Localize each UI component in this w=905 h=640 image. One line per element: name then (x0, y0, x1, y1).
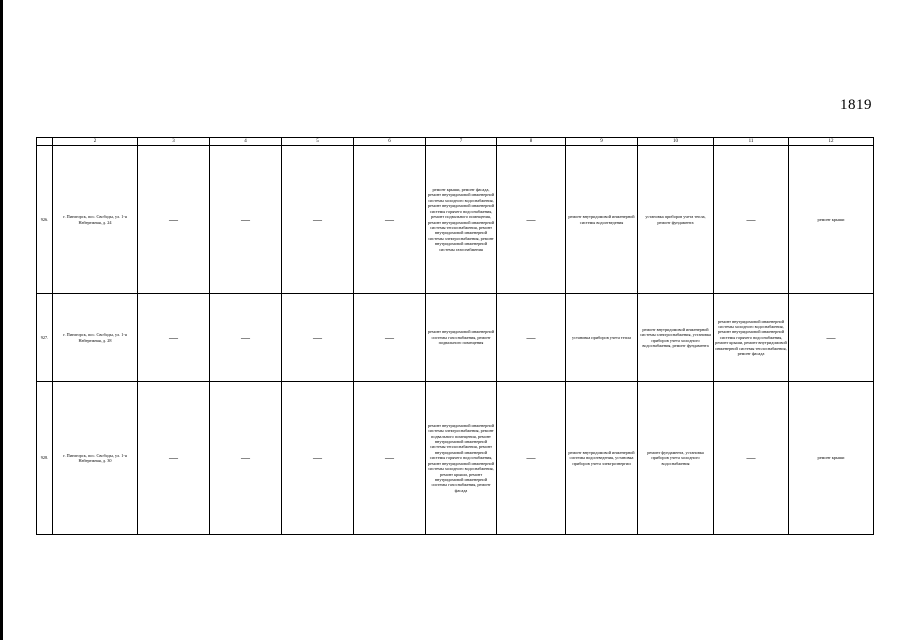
header-cell: 12 (789, 138, 874, 146)
header-cell: 11 (714, 138, 789, 146)
works-cell: ремонт крыши (789, 146, 874, 294)
address-cell: г. Пятигорск, пос. Свободы, ул. 1-я Набережная, д. 24 (53, 146, 138, 294)
dash-cell: — (138, 146, 210, 294)
dash-cell: — (282, 146, 354, 294)
page-number: 1819 (840, 97, 872, 113)
works-cell: ремонт внутридомовой инженерной системы водоотведения, установка приборов учета электроэнергии (566, 382, 638, 535)
works-cell: ремонт внутридомовой инженерной системы электроснабжения, установка приборов учета холодного водоснабжения, ремонт фундамента (638, 294, 714, 382)
dash-cell: — (210, 294, 282, 382)
dash-cell: — (210, 382, 282, 535)
dash-cell: — (714, 146, 789, 294)
header-cell: 7 (426, 138, 497, 146)
dash-cell: — (789, 294, 874, 382)
dash-cell: — (497, 146, 566, 294)
column-number-row (37, 138, 874, 146)
dash-cell: — (138, 382, 210, 535)
works-cell: ремонт внутридомовой инженерной системы холодного водоснабжения, ремонт внутридомовой инженерной системы горячего водоснабжения, ремонт крыши, ремонт внутридомовой инженерной системы теплоснабжения, ремонт фасада (714, 294, 789, 382)
dash-cell: — (714, 382, 789, 535)
works-cell: ремонт внутридомовой инженерной системы газоснабжения, ремонт подвального помещения (426, 294, 497, 382)
works-cell: ремонт внутридомовой инженерной системы водоотведения (566, 146, 638, 294)
row-number: 926. (37, 146, 53, 294)
repair-schedule-table (36, 137, 874, 535)
works-cell: установка приборов учета тепла (566, 294, 638, 382)
header-cell: 3 (138, 138, 210, 146)
header-cell: 5 (282, 138, 354, 146)
row-number: 928. (37, 382, 53, 535)
header-cell: 9 (566, 138, 638, 146)
dash-cell: — (354, 294, 426, 382)
header-cell: 6 (354, 138, 426, 146)
works-cell: ремонт внутридомовой инженерной системы электроснабжения, ремонт подвального помещения, ремонт внутридомовой инженерной системы теплоснабжения, ремонт внутридомовой инженерной системы горячего водоснабжения, ремонт внутридомовой инженерной системы холодного водоснабжения, ремонт крыши, ремонт внутридомовой инженерной системы газоснабжения, ремонт фасада (426, 382, 497, 535)
works-cell: ремонт фундамента, установка приборов учета холодного водоснабжения (638, 382, 714, 535)
address-cell: г. Пятигорск, пос. Свободы, ул. 1-я Набережная, д. 30 (53, 382, 138, 535)
dash-cell: — (210, 146, 282, 294)
header-cell: 2 (53, 138, 138, 146)
dash-cell: — (497, 294, 566, 382)
dash-cell: — (354, 382, 426, 535)
works-cell: установка приборов учета тепла, ремонт фундамента (638, 146, 714, 294)
row-number: 927. (37, 294, 53, 382)
works-cell: ремонт крыши, ремонт фасада, ремонт внутридомовой инженерной системы холодного водоснабжения, ремонт внутридомовой инженерной системы горячего водоснабжения, ремонт подвального помещения, ремонт внутридомовой инженерной системы теплоснабжения, ремонт внутридомовой инженерной системы электроснабжения, ремонт внутридомовой инженерной системы газоснабжения (426, 146, 497, 294)
table-row (37, 146, 874, 294)
works-cell: ремонт крыши (789, 382, 874, 535)
table-row (37, 382, 874, 535)
page-edge-line (0, 0, 3, 640)
header-cell: 4 (210, 138, 282, 146)
dash-cell: — (282, 294, 354, 382)
header-cell: 8 (497, 138, 566, 146)
dash-cell: — (282, 382, 354, 535)
dash-cell: — (354, 146, 426, 294)
header-cell-blank (37, 138, 53, 146)
address-cell: г. Пятигорск, пос. Свободы, ул. 1-я Набережная, д. 28 (53, 294, 138, 382)
table-row (37, 294, 874, 382)
dash-cell: — (497, 382, 566, 535)
header-cell: 10 (638, 138, 714, 146)
dash-cell: — (138, 294, 210, 382)
